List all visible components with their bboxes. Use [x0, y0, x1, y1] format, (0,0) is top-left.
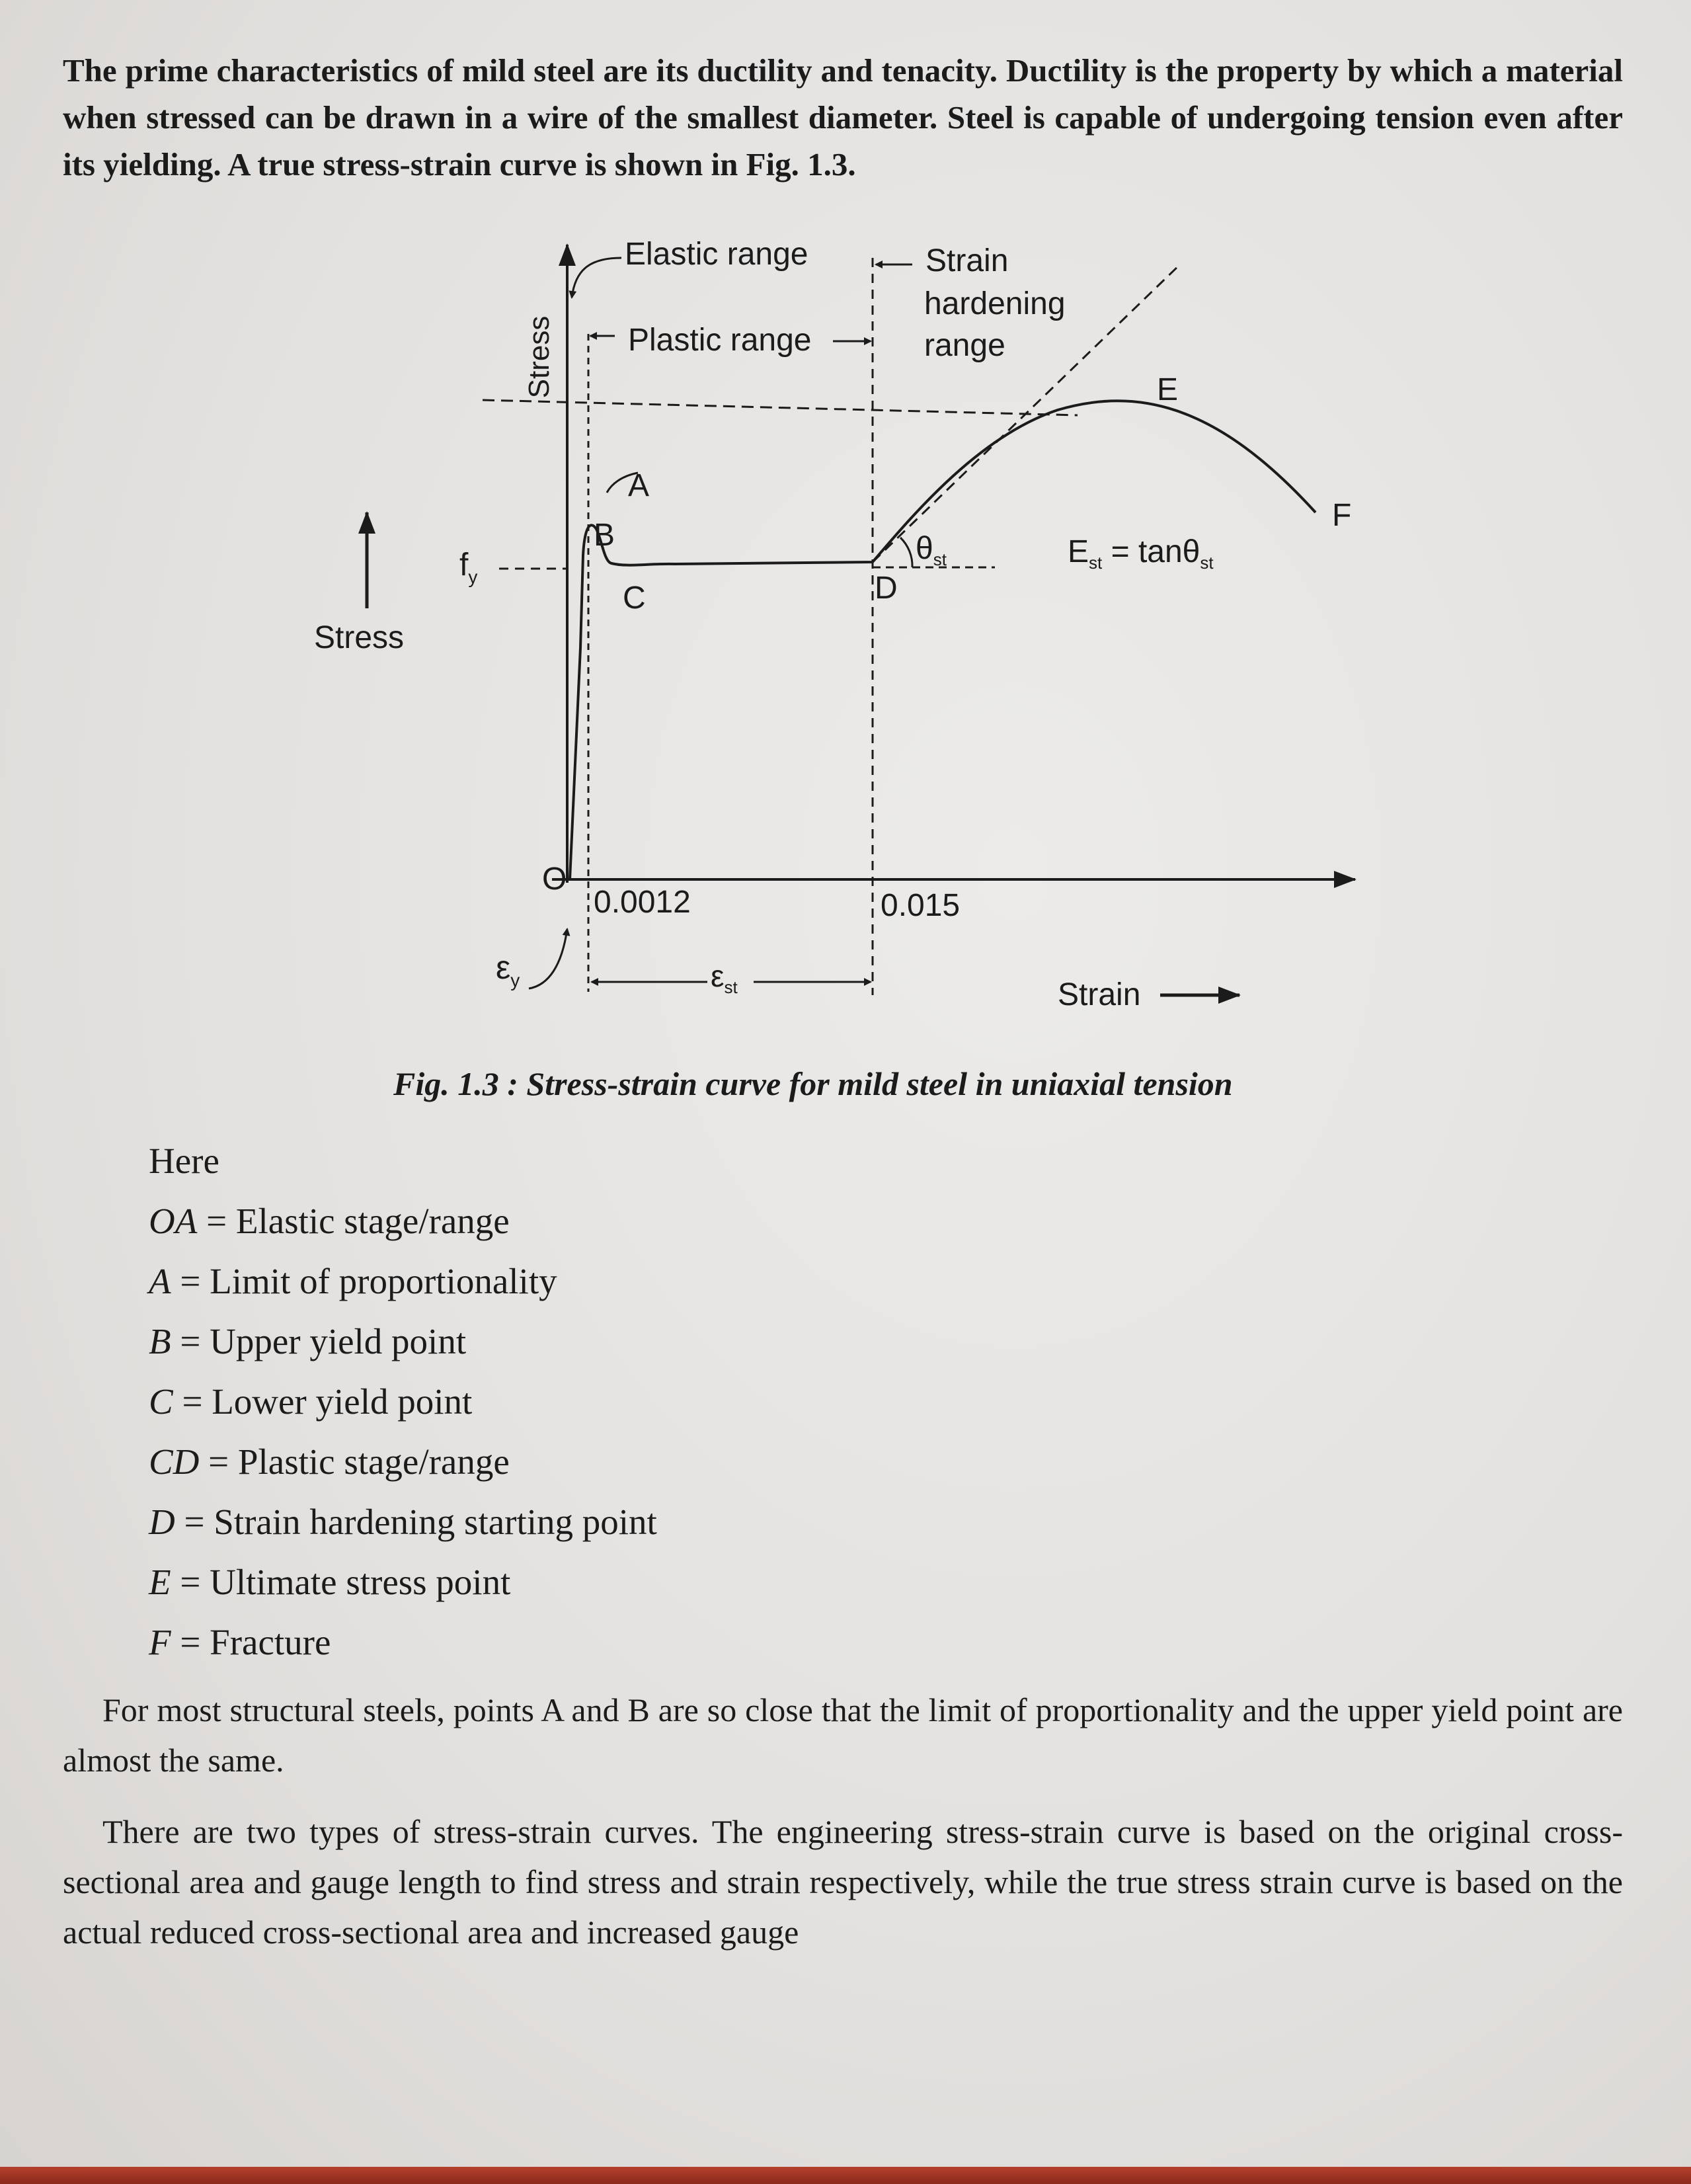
ultimate-stress-guide — [483, 400, 1078, 415]
epsilon-y-leader — [529, 929, 567, 989]
figure-caption: Fig. 1.3 : Stress-strain curve for mild steel in uniaxial tension — [393, 1065, 1233, 1102]
elastic-range-label: Elastic range — [625, 237, 808, 272]
legend-item: E = Ultimate stress point — [149, 1562, 511, 1602]
modulus-label: $E_{st} = \tan\theta_{st}$ — [1068, 534, 1214, 573]
theta-label: $\theta_{st}$ — [916, 531, 947, 569]
legend-item: F = Fracture — [149, 1622, 331, 1662]
stress-arrow-label: Stress — [314, 620, 405, 655]
strain-hardening-label-1: Strain — [925, 243, 1009, 278]
point-b-label: B — [594, 518, 615, 553]
tick-hardening-strain: 0.015 — [881, 888, 961, 923]
point-e-label: E — [1157, 372, 1179, 407]
legend-item: OA = Elastic stage/range — [149, 1201, 510, 1241]
epsilon-y-label: $\varepsilon_y$ — [496, 949, 520, 991]
plastic-range-label: Plastic range — [628, 323, 812, 358]
theta-arc — [900, 538, 912, 567]
legend-item: C = Lower yield point — [149, 1381, 473, 1422]
legend-heading: Here — [149, 1141, 219, 1181]
point-c-label: C — [623, 581, 646, 616]
page-edge — [0, 2167, 1691, 2184]
point-a-label: A — [628, 468, 650, 503]
origin-label: O — [542, 862, 567, 897]
strain-hardening-label-3: range — [924, 328, 1005, 363]
legend-item: B = Upper yield point — [149, 1321, 467, 1361]
stress-axis-label: Stress — [523, 315, 555, 399]
legend-item: D = Strain hardening starting point — [149, 1502, 657, 1542]
stress-strain-diagram — [278, 218, 1401, 1111]
strain-axis-label: Strain — [1058, 977, 1141, 1012]
epsilon-st-label: $\varepsilon_{st}$ — [711, 959, 738, 997]
fy-label: $f_y$ — [459, 547, 478, 587]
tick-yield-strain: 0.0012 — [594, 885, 691, 920]
strain-hardening-label-2: hardening — [924, 286, 1066, 321]
point-d-label: D — [875, 571, 898, 606]
legend-item: A = Limit of proportionality — [149, 1261, 557, 1301]
paragraph-2: For most structural steels, points A and B are so close that the limit of proportionality and the upper yield point are almost the same. — [63, 1691, 1623, 1779]
point-f-label: F — [1332, 498, 1352, 533]
elastic-range-leader — [572, 258, 621, 298]
stress-strain-curve — [570, 401, 1316, 879]
legend-item: CD = Plastic stage/range — [149, 1441, 510, 1482]
intro-paragraph: The prime characteristics of mild steel are its ductility and tenacity. Ductility is the property by which a material when stressed can be drawn in a wire of the smallest diameter. Steel is capable of undergoing tension even after its yielding. A true stress-strain curve is shown in Fig. 1.3. — [63, 52, 1623, 182]
legend-list — [149, 1131, 942, 1672]
paragraph-3: There are two types of stress-strain curves. The engineering stress-strain curve is based on the original cross-sectional area and gauge length to find stress and strain respectively, while the true stress strain curve is based on the actual reduced cross-sectional area and increased gauge — [63, 1813, 1623, 1951]
